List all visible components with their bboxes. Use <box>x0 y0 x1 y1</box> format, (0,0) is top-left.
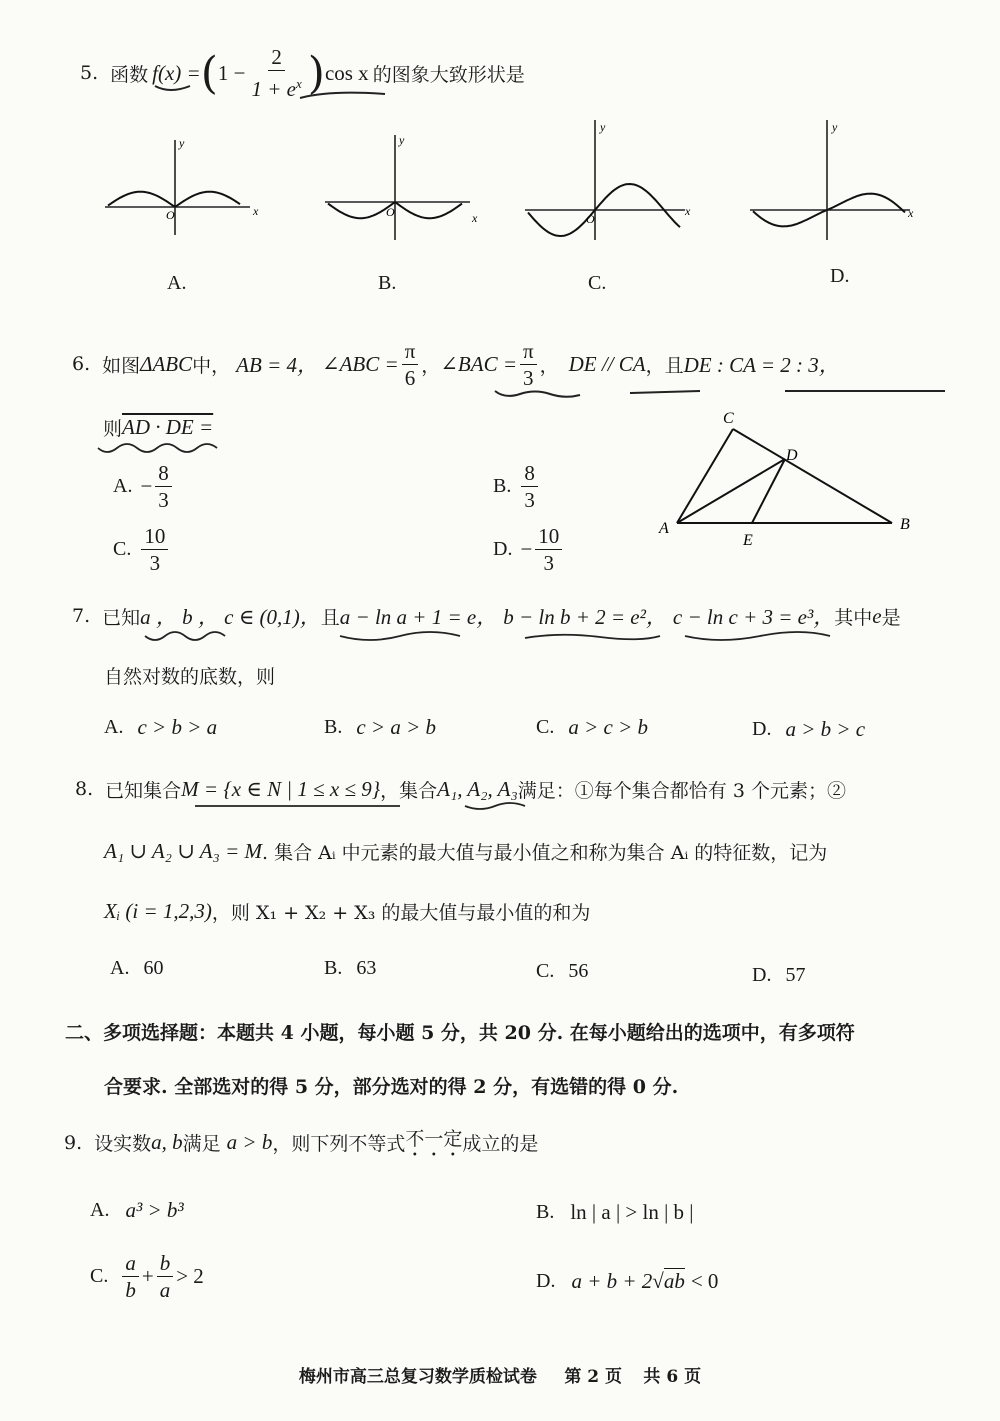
q6-comma1: ， <box>421 354 441 377</box>
q6-opt-c-num: 10 <box>141 523 168 550</box>
q5-option-c[interactable]: C. <box>588 272 607 294</box>
footer-page: 第 2 页 <box>564 1367 622 1387</box>
q6-option-d[interactable] <box>493 523 565 576</box>
q6-line2 <box>103 414 213 441</box>
q5-graph-a-o: O <box>166 208 175 222</box>
q9-text-a: 设实数 <box>94 1133 152 1155</box>
q8-opt-d-value: 57 <box>785 964 806 986</box>
q5-graph-a <box>100 135 270 245</box>
footer-total: 共 6 页 <box>643 1367 702 1387</box>
q6-opt-b-label: B. <box>493 475 512 497</box>
q6-opt-b-num: 8 <box>521 460 538 487</box>
q6-label-d: D <box>786 447 798 464</box>
q9-option-a[interactable] <box>90 1198 184 1223</box>
q8-line2 <box>104 838 827 865</box>
q6-text-a: 如图 <box>102 354 141 377</box>
q8-opt-c-value: 56 <box>568 960 589 982</box>
q7-opt-d-label: D. <box>752 718 772 740</box>
q6-text-b: 中， <box>192 354 231 377</box>
q9-opt-d-sqrt: √ <box>652 1268 664 1293</box>
q6-opt-a-frac <box>155 460 172 513</box>
q6-bac-den: 3 <box>523 365 534 390</box>
q9-text-b: 满足 <box>182 1133 221 1155</box>
q5-graph-c-y: y <box>600 120 606 134</box>
q5-graph-a-y: y <box>179 136 185 150</box>
q9-opt-c-frac1-den: b <box>125 1278 136 1302</box>
q7-abc: a ， b ， c ∈ (0,1)， <box>140 605 321 629</box>
q9-option-d[interactable] <box>536 1268 718 1294</box>
q6-abc-pre: ∠ABC = <box>322 351 399 376</box>
q6-opt-d-num: 10 <box>535 523 562 550</box>
q6-opt-a-num: 8 <box>155 460 172 487</box>
q9-ab: a, b <box>151 1130 183 1154</box>
q6-label-b: B <box>900 516 910 533</box>
q9-opt-c-tail: > 2 <box>176 1264 204 1288</box>
q6-option-b[interactable] <box>493 460 541 513</box>
q6-ratio: DE : CA = 2 : 3， <box>683 353 840 377</box>
q6-opt-b-frac <box>521 460 538 513</box>
q7-opt-b-label: B. <box>324 716 343 738</box>
q7-eq1: a − ln a + 1 = e， <box>339 605 498 629</box>
q5-graph-d-x: x <box>908 206 914 220</box>
q5-underline-marks <box>150 80 400 110</box>
q7-opt-c-value: a > c > b <box>568 715 649 739</box>
q7-number: 7. <box>72 605 91 627</box>
q6-de-ca: DE // CA <box>568 351 646 376</box>
q9-emph: 不一定 <box>405 1128 463 1150</box>
q5-graph-d <box>745 115 925 245</box>
q7-option-c[interactable] <box>536 715 648 740</box>
section2-heading-line1: 二、多项选择题：本题共 4 小题，每小题 5 分，共 20 分. 在每小题给出的选项中，有多项符 <box>65 1022 855 1044</box>
q9-opt-b-label: B. <box>536 1201 555 1223</box>
q6-dot-underline <box>95 440 235 460</box>
q9-opt-c-frac1 <box>122 1250 139 1303</box>
q8-line2-text: . 集合 Aᵢ 中元素的最大值与最小值之和称为集合 Aᵢ 的特征数，记为 <box>261 842 828 864</box>
q6-label-c: C <box>723 410 734 427</box>
q9-number: 9. <box>64 1131 83 1154</box>
q7-underline-marks <box>140 628 840 650</box>
q9-option-c[interactable] <box>90 1250 204 1303</box>
q5-option-d[interactable]: D. <box>830 265 850 287</box>
q5-prefix: 函数 <box>110 63 149 86</box>
q5-suffix: 的图象大致形状是 <box>372 63 525 86</box>
q9-cond: a > b <box>226 1130 273 1154</box>
q6-opt-d-label: D. <box>493 538 513 560</box>
q5-graph-c-x: x <box>685 204 691 218</box>
q9-opt-c-frac2 <box>157 1250 174 1303</box>
q9-opt-c-label: C. <box>90 1265 109 1287</box>
q7-opt-a-label: A. <box>104 716 124 738</box>
q5-paren-close: ) <box>307 47 325 99</box>
q6-bac-pre: ∠BAC = <box>440 351 517 376</box>
q8-xi: Xᵢ (i = 1,2,3) <box>104 899 212 923</box>
q5-fx: f(x) = <box>152 60 201 85</box>
q5-den-exp: x <box>295 76 302 91</box>
q6-opt-c-label: C. <box>113 538 132 560</box>
q6-side-ac <box>677 429 733 523</box>
q8-opt-a-label: A. <box>110 957 130 979</box>
q9-text-d: 成立的是 <box>462 1133 539 1155</box>
q6-opt-c-den: 3 <box>149 551 161 575</box>
q9-opt-d-rad: ab <box>663 1269 685 1293</box>
q5-den: 1 + e <box>251 77 296 101</box>
q6-opt-a-den: 3 <box>158 488 169 512</box>
q8-opt-a-value: 60 <box>143 957 164 979</box>
q9-opt-d-label: D. <box>536 1269 556 1292</box>
q9-opt-a-value: a³ > b³ <box>125 1198 184 1222</box>
q7-option-d[interactable] <box>752 717 865 742</box>
q6-opt-b-den: 3 <box>524 488 535 512</box>
q7-opt-b-value: c > a > b <box>356 715 437 739</box>
footer <box>0 1362 1000 1387</box>
q5-graph-c <box>520 115 700 245</box>
q8-line1-a: 已知集合 <box>105 779 182 802</box>
q5-option-b[interactable]: B. <box>378 272 397 294</box>
q5-graph-a-x: x <box>253 204 259 218</box>
q5-graph-b-x: x <box>472 211 478 225</box>
q5-num: 2 <box>268 44 285 71</box>
q8-union: A₁ ∪ A₂ ∪ A₃ = M <box>104 839 262 863</box>
q5-graph-b <box>320 130 490 245</box>
q7-and: 且 <box>320 606 340 629</box>
q9-opt-a-label: A. <box>90 1199 110 1221</box>
q8-opt-d-label: D. <box>752 964 772 986</box>
q8-option-a[interactable] <box>110 957 163 980</box>
q8-line3-text: ，则 X₁ + X₂ + X₃ 的最大值与最小值的和为 <box>211 902 591 924</box>
q7-option-b[interactable] <box>324 715 436 740</box>
q8-sets: A₁, A₂, A₃ <box>437 776 518 801</box>
q9-opt-d-tail: < 0 <box>690 1268 719 1293</box>
q6-and: ，且 <box>645 354 684 377</box>
q6-triangle-figure <box>655 405 925 555</box>
q6-opt-d-frac <box>535 523 562 576</box>
q5-paren-open: ( <box>200 47 218 99</box>
q6-triangle: ΔABC <box>140 351 193 376</box>
section2-heading-line2: 合要求. 全部选对的得 5 分，部分选对的得 2 分，有选错的得 0 分. <box>104 1076 679 1098</box>
q6-then: 则 <box>103 418 123 440</box>
q8-line1-b: ，集合 <box>380 779 438 802</box>
q7-tail: 其中 <box>834 606 873 629</box>
q6-bac-frac <box>520 338 537 391</box>
q7-option-a[interactable] <box>104 715 217 740</box>
q8-underline-marks <box>190 800 590 816</box>
q5-option-a[interactable]: A. <box>167 272 187 294</box>
q7-e: e <box>872 603 882 628</box>
q7-opt-c-label: C. <box>536 716 555 738</box>
q9-option-b[interactable] <box>536 1200 694 1225</box>
footer-title: 梅州市高三总复习数学质检试卷 <box>298 1367 537 1387</box>
q5-graph-b-o: O <box>386 205 395 219</box>
q9-opt-d-a: a + b + 2 <box>571 1268 653 1293</box>
q8-opt-b-value: 63 <box>356 957 377 979</box>
q9-text-c: ，则下列不等式 <box>272 1133 406 1155</box>
q6-opt-c-frac <box>141 523 168 576</box>
q7-is: 是 <box>881 606 901 629</box>
q5-cosx: cos x <box>324 60 369 85</box>
q6-dot-expr: AD · DE = <box>122 415 214 439</box>
q6-opt-a-label: A. <box>113 475 133 497</box>
q6-abc-num: π <box>402 338 419 365</box>
q9-opt-b-value: ln | a | > ln | b | <box>570 1200 694 1224</box>
q6-comma2: ， <box>539 354 559 377</box>
q6-number: 6. <box>72 353 91 375</box>
q5-graph-b-y: y <box>399 133 405 147</box>
q8-opt-b-label: B. <box>324 957 343 979</box>
q8-option-d[interactable] <box>752 964 805 987</box>
q6-abc-den: 6 <box>404 365 416 390</box>
q5-number: 5. <box>80 62 99 84</box>
q9-opt-c-plus: + <box>141 1264 154 1288</box>
q9-line <box>64 1124 538 1161</box>
q7-eq3: c − ln c + 3 = e³， <box>672 605 835 629</box>
q6-bac-num: π <box>520 338 537 365</box>
q6-option-a[interactable] <box>113 460 175 513</box>
q6-opt-d-den: 3 <box>543 551 555 575</box>
q8-option-b[interactable] <box>324 957 376 980</box>
q9-opt-c-frac2-den: a <box>159 1278 171 1302</box>
q6-label-e: E <box>743 532 753 549</box>
q8-set-m: M = {x ∈ N | 1 ≤ x ≤ 9} <box>181 776 381 801</box>
q9-opt-c-frac2-num: b <box>157 1250 174 1277</box>
q6-opt-a-sign: − <box>140 474 153 498</box>
q7-eq2: b − ln b + 2 = e²， <box>503 605 667 629</box>
q7-opt-d-value: a > b > c <box>785 717 866 741</box>
q5-graph-c-o: O <box>586 212 595 226</box>
q6-line1 <box>72 336 840 392</box>
q6-opt-d-sign: − <box>520 537 533 561</box>
q6-abc-frac <box>402 338 419 391</box>
q6-option-c[interactable] <box>113 523 171 576</box>
q6-ab: AB = 4， <box>236 353 318 377</box>
q7-line2: 自然对数的底数，则 <box>104 666 276 688</box>
q7-opt-a-value: c > b > a <box>137 715 218 739</box>
q5-one-minus: 1 − <box>217 60 246 85</box>
q9-opt-c-frac1-num: a <box>122 1250 139 1277</box>
q8-line1-c: 满足：①每个集合都恰有 3 个元素；② <box>517 779 846 802</box>
q8-number: 8. <box>75 778 94 800</box>
q5-graph-d-y: y <box>832 120 838 134</box>
q8-opt-c-label: C. <box>536 960 555 982</box>
q8-option-c[interactable] <box>536 960 588 983</box>
q8-line3 <box>104 898 590 925</box>
q7-line1-a: 已知 <box>102 606 141 629</box>
q6-label-a: A <box>659 520 669 537</box>
